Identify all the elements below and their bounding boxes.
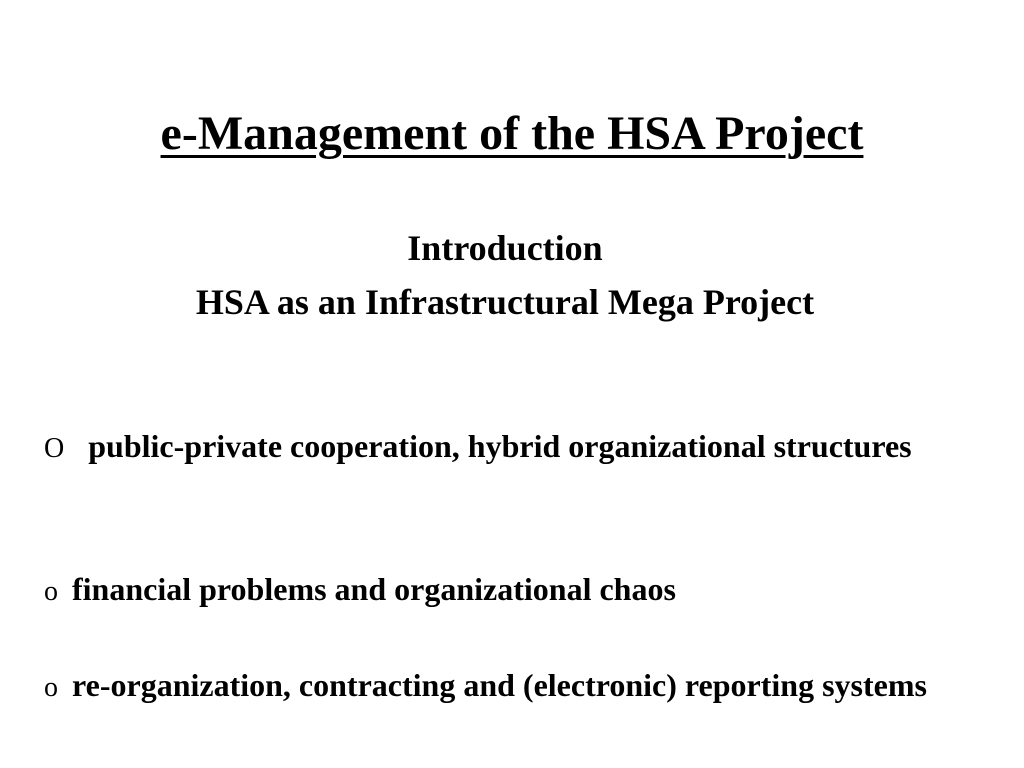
bullet-text: re-organization, contracting and (electronic) reporting systems — [72, 667, 927, 703]
bullet-item — [44, 421, 984, 474]
slide-title: e-Management of the HSA Project — [160, 107, 864, 160]
bullet-marker-icon: o — [44, 576, 58, 607]
bullet-text: public-private cooperation, hybrid organizational structures — [88, 428, 912, 464]
bullet-marker-icon: o — [44, 672, 58, 703]
subtitle-introduction: Introduction — [407, 228, 603, 268]
bullet-marker-icon: O — [44, 433, 65, 464]
bullet-item — [44, 564, 984, 617]
bullet-text: financial problems and organizational chaos — [72, 571, 676, 607]
bullet-item — [44, 660, 984, 713]
subtitle-mega-project: HSA as an Infrastructural Mega Project — [195, 282, 815, 322]
